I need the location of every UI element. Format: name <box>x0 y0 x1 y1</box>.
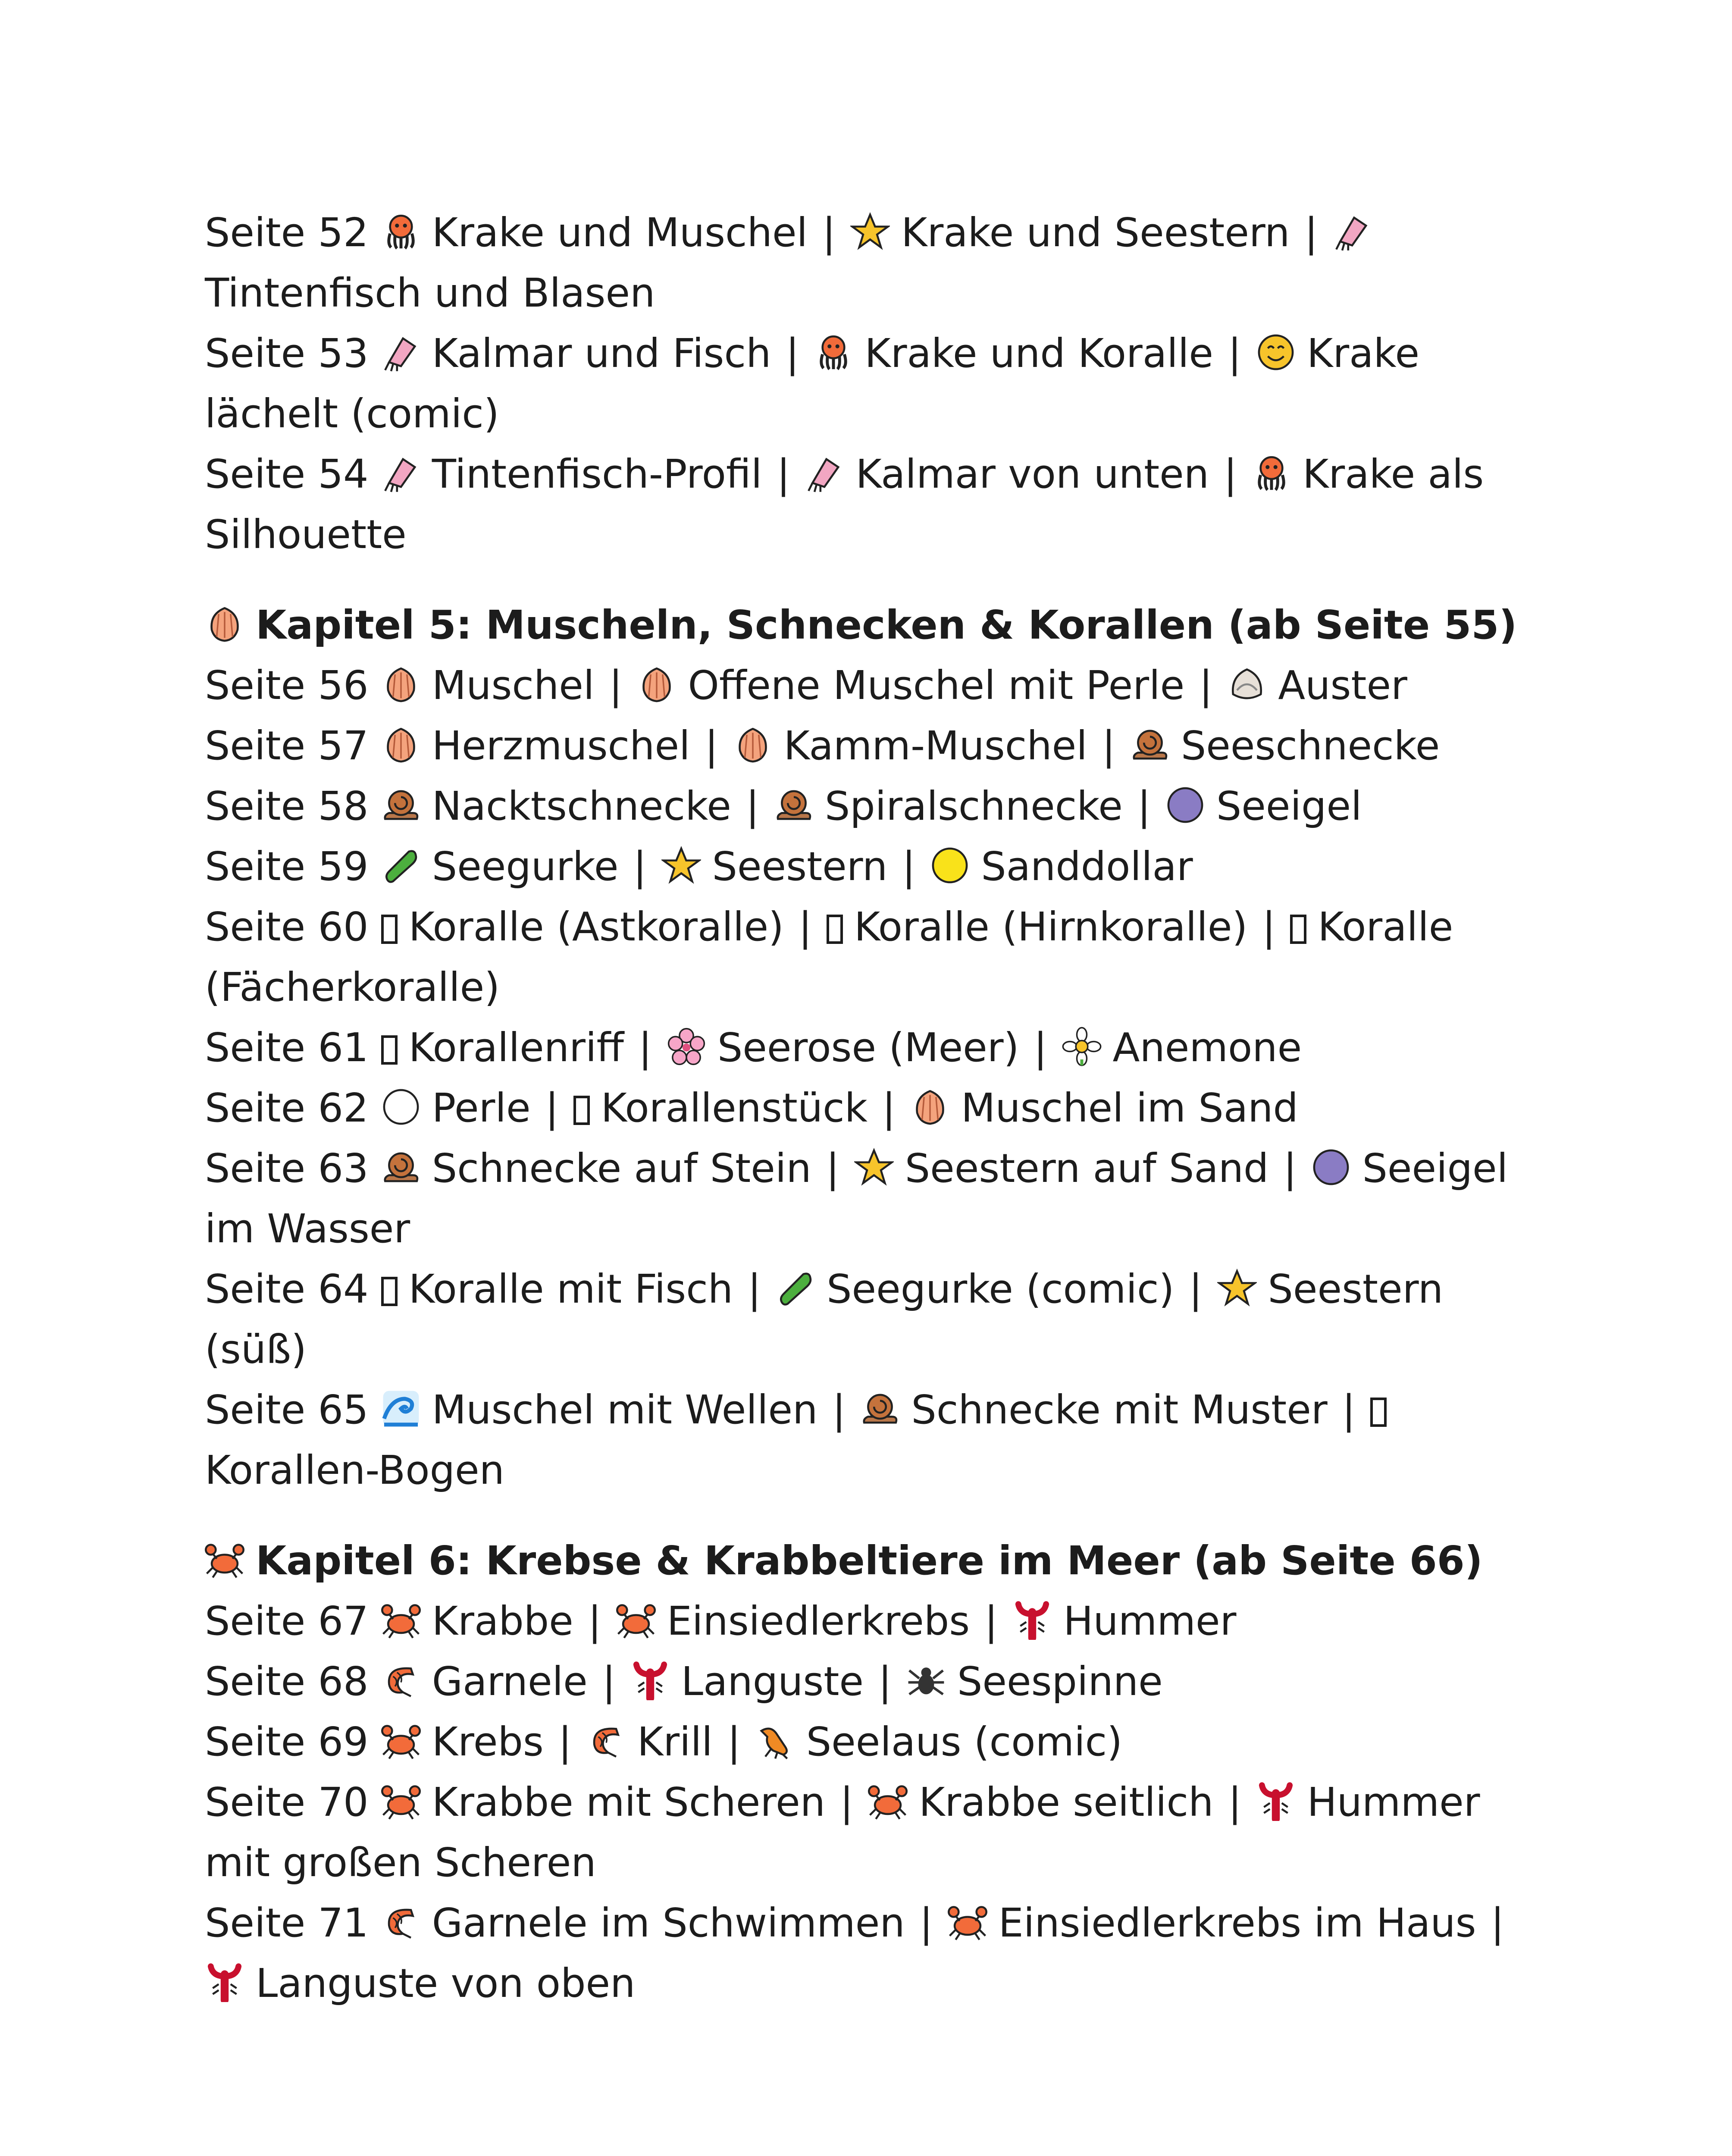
page-number: Seite 62 <box>205 1085 369 1131</box>
entry-item: Krabbe seitlich <box>919 1779 1214 1825</box>
entry-seite-70 <box>205 1772 1533 1893</box>
page-number: Seite 69 <box>205 1719 369 1765</box>
entry-item: Seeigel im Wasser <box>205 1145 1508 1252</box>
separator: | <box>902 843 916 890</box>
entry-seite-54 <box>205 444 1533 565</box>
missing-glyph-icon <box>381 1035 398 1065</box>
entry-item: Einsiedlerkrebs im Haus <box>998 1900 1476 1946</box>
crab-icon <box>381 1721 421 1761</box>
separator: | <box>588 1598 601 1644</box>
separator: | <box>1189 1266 1203 1312</box>
entry-item: Nacktschnecke <box>432 783 731 829</box>
separator: | <box>840 1779 854 1825</box>
separator: | <box>748 1266 761 1312</box>
snail-icon <box>1130 725 1170 765</box>
entry-seite-69 <box>205 1712 1533 1772</box>
shell-icon <box>381 664 421 704</box>
shell-icon <box>381 725 421 765</box>
separator: | <box>633 843 647 890</box>
entry-item: Seeigel <box>1216 783 1362 829</box>
wave-icon <box>381 1389 421 1429</box>
entry-item: Krabbe <box>432 1598 573 1644</box>
page-number: Seite 54 <box>205 451 369 497</box>
entry-item: Hummer <box>1063 1598 1237 1644</box>
snail-icon <box>381 1147 421 1187</box>
separator: | <box>1224 451 1237 497</box>
shrimp-icon <box>381 1661 421 1700</box>
separator: | <box>798 904 812 950</box>
entry-seite-52 <box>205 203 1533 323</box>
entry-item: Spiralschnecke <box>824 783 1123 829</box>
entry-item: Krake und Seestern <box>901 210 1290 256</box>
chapter-5-heading <box>205 595 1533 655</box>
entry-item: Herzmuschel <box>432 723 690 769</box>
separator: | <box>558 1719 572 1765</box>
star-icon <box>850 212 890 251</box>
entry-item: Seegurke <box>432 843 619 890</box>
entry-item: Krake lächelt (comic) <box>205 330 1420 437</box>
separator: | <box>786 330 799 376</box>
white-flower-icon <box>1062 1027 1102 1066</box>
shrimp-icon <box>381 1902 421 1942</box>
lobster-icon <box>630 1661 670 1700</box>
entry-item: Muschel mit Wellen <box>432 1387 818 1433</box>
octopus-icon <box>381 212 421 251</box>
missing-glyph-icon <box>573 1096 590 1125</box>
crab-icon <box>948 1902 987 1942</box>
entry-seite-65 <box>205 1380 1533 1501</box>
separator: | <box>545 1085 559 1131</box>
separator: | <box>1034 1025 1047 1071</box>
entry-seite-53 <box>205 323 1533 444</box>
separator: | <box>1283 1145 1297 1191</box>
page-number: Seite 56 <box>205 662 369 708</box>
missing-glyph-icon <box>1370 1398 1387 1427</box>
bug-icon <box>755 1721 795 1761</box>
squid-icon <box>381 332 421 372</box>
lobster-icon <box>1256 1781 1296 1821</box>
entry-item: Kamm-Muschel <box>783 723 1087 769</box>
separator: | <box>1228 1779 1242 1825</box>
entry-item: Krill <box>637 1719 713 1765</box>
chapter-6-heading <box>205 1531 1533 1591</box>
star-icon <box>854 1147 894 1187</box>
spider-icon <box>906 1661 946 1700</box>
separator: | <box>777 451 790 497</box>
missing-glyph-icon <box>1290 915 1306 944</box>
entry-seite-60 <box>205 897 1533 1018</box>
separator: | <box>832 1387 846 1433</box>
entry-item: Korallenstück <box>601 1085 868 1131</box>
separator: | <box>602 1658 616 1705</box>
entry-item: Kalmar und Fisch <box>432 330 771 376</box>
cucumber-icon <box>381 846 421 885</box>
entry-item: Tintenfisch und Blasen <box>205 270 655 316</box>
entry-item: Seeschnecke <box>1181 723 1440 769</box>
lobster-icon <box>205 1962 244 2002</box>
entry-item: Garnele <box>432 1658 588 1705</box>
purple-circle-icon <box>1311 1147 1351 1187</box>
crab-icon <box>616 1600 656 1640</box>
missing-glyph-icon <box>381 915 398 944</box>
missing-glyph-icon <box>381 1277 398 1306</box>
entry-item: Hummer mit großen Scheren <box>205 1779 1480 1886</box>
shrimp-icon <box>586 1721 626 1761</box>
document-page <box>205 203 1533 2014</box>
entry-item: Koralle mit Fisch <box>408 1266 733 1312</box>
entry-item: Korallenriff <box>408 1025 624 1071</box>
page-number: Seite 59 <box>205 843 369 890</box>
white-circle-icon <box>381 1087 421 1127</box>
entry-item: Seegurke (comic) <box>827 1266 1175 1312</box>
entry-item: Korallen-Bogen <box>205 1447 504 1493</box>
page-number: Seite 71 <box>205 1900 369 1946</box>
entry-item: Krake und Muschel <box>432 210 808 256</box>
page-number: Seite 52 <box>205 210 369 256</box>
entry-item: Auster <box>1278 662 1407 708</box>
entry-item: Muschel im Sand <box>961 1085 1298 1131</box>
separator: | <box>609 662 623 708</box>
shell-icon <box>637 664 677 704</box>
entry-seite-58 <box>205 776 1533 837</box>
entry-item: Einsiedlerkrebs <box>667 1598 970 1644</box>
separator: | <box>638 1025 652 1071</box>
separator: | <box>1491 1900 1504 1946</box>
entry-item: Sanddollar <box>981 843 1193 890</box>
separator: | <box>1102 723 1115 769</box>
entry-item: Koralle (Astkoralle) <box>408 904 784 950</box>
entry-seite-59 <box>205 837 1533 897</box>
separator: | <box>1262 904 1276 950</box>
entry-item: Krebs <box>432 1719 544 1765</box>
chapter-title: Kapitel 6: Krebse & Krabbeltiere im Meer (ab Seite 66) <box>256 1538 1483 1584</box>
crab-icon <box>381 1781 421 1821</box>
separator: | <box>919 1900 933 1946</box>
crab-icon <box>868 1781 908 1821</box>
entry-item: Garnele im Schwimmen <box>432 1900 905 1946</box>
separator: | <box>984 1598 998 1644</box>
crab-icon <box>205 1540 244 1579</box>
page-number: Seite 63 <box>205 1145 369 1191</box>
cucumber-icon <box>776 1268 815 1308</box>
entry-item: Languste <box>681 1658 864 1705</box>
oyster-icon <box>1227 664 1267 704</box>
page-number: Seite 60 <box>205 904 369 950</box>
octopus-icon <box>1252 453 1291 493</box>
lobster-icon <box>1012 1600 1052 1640</box>
yellow-circle-icon <box>930 846 970 885</box>
entry-item: Krabbe mit Scheren <box>432 1779 826 1825</box>
separator: | <box>1137 783 1151 829</box>
snail-icon <box>381 785 421 825</box>
entry-item: Seerose (Meer) <box>717 1025 1019 1071</box>
entry-seite-56 <box>205 655 1533 716</box>
separator: | <box>705 723 718 769</box>
shell-icon <box>910 1087 950 1127</box>
separator: | <box>826 1145 839 1191</box>
star-icon <box>1217 1268 1257 1308</box>
separator: | <box>822 210 836 256</box>
entry-item: Kalmar von unten <box>855 451 1209 497</box>
entry-seite-61 <box>205 1018 1533 1078</box>
page-number: Seite 70 <box>205 1779 369 1825</box>
entry-seite-71 <box>205 1893 1533 2014</box>
entry-item: Offene Muschel mit Perle <box>688 662 1185 708</box>
page-number: Seite 61 <box>205 1025 369 1071</box>
entry-item: Schnecke auf Stein <box>432 1145 811 1191</box>
snail-icon <box>774 785 814 825</box>
entry-item: Schnecke mit Muster <box>911 1387 1328 1433</box>
entry-item: Muschel <box>432 662 595 708</box>
entry-seite-68 <box>205 1651 1533 1712</box>
shell-icon <box>205 604 244 644</box>
separator: | <box>878 1658 892 1705</box>
squid-icon <box>1332 212 1372 251</box>
entry-item: Koralle (Hirnkoralle) <box>854 904 1248 950</box>
entry-seite-57 <box>205 716 1533 776</box>
purple-circle-icon <box>1165 785 1205 825</box>
separator: | <box>1342 1387 1356 1433</box>
cherry-blossom-icon <box>667 1027 706 1066</box>
separator: | <box>1228 330 1241 376</box>
squid-icon <box>381 453 421 493</box>
entry-item: Tintenfisch-Profil <box>432 451 762 497</box>
octopus-icon <box>814 332 853 372</box>
star-icon <box>661 846 701 885</box>
smiley-icon <box>1256 332 1296 372</box>
squid-icon <box>805 453 844 493</box>
page-number: Seite 65 <box>205 1387 369 1433</box>
entry-item: Anemone <box>1112 1025 1302 1071</box>
entry-item: Seestern <box>712 843 888 890</box>
crab-icon <box>381 1600 421 1640</box>
chapter-title: Kapitel 5: Muscheln, Schnecken & Korallen (ab Seite 55) <box>256 602 1517 648</box>
entry-item: Perle <box>432 1085 531 1131</box>
entry-item: Seestern auf Sand <box>905 1145 1269 1191</box>
entry-seite-63 <box>205 1138 1533 1259</box>
missing-glyph-icon <box>827 915 843 944</box>
page-number: Seite 53 <box>205 330 369 376</box>
entry-seite-64 <box>205 1259 1533 1380</box>
entry-item: Krake und Koralle <box>864 330 1213 376</box>
entry-item: Koralle (Fächerkoralle) <box>205 904 1453 1010</box>
entry-item: Seespinne <box>957 1658 1163 1705</box>
entry-seite-62 <box>205 1078 1533 1138</box>
separator: | <box>882 1085 896 1131</box>
page-number: Seite 67 <box>205 1598 369 1644</box>
entry-item: Seestern (süß) <box>205 1266 1444 1373</box>
separator: | <box>1304 210 1318 256</box>
separator: | <box>745 783 759 829</box>
separator: | <box>1199 662 1213 708</box>
shell-icon <box>733 725 773 765</box>
page-number: Seite 58 <box>205 783 369 829</box>
entry-seite-67 <box>205 1591 1533 1651</box>
page-number: Seite 68 <box>205 1658 369 1705</box>
page-number: Seite 57 <box>205 723 369 769</box>
entry-item: Languste von oben <box>256 1960 636 2006</box>
entry-item: Krake als Silhouette <box>205 451 1484 558</box>
page-number: Seite 64 <box>205 1266 369 1312</box>
separator: | <box>727 1719 741 1765</box>
snail-icon <box>860 1389 900 1429</box>
entry-item: Seelaus (comic) <box>806 1719 1123 1765</box>
